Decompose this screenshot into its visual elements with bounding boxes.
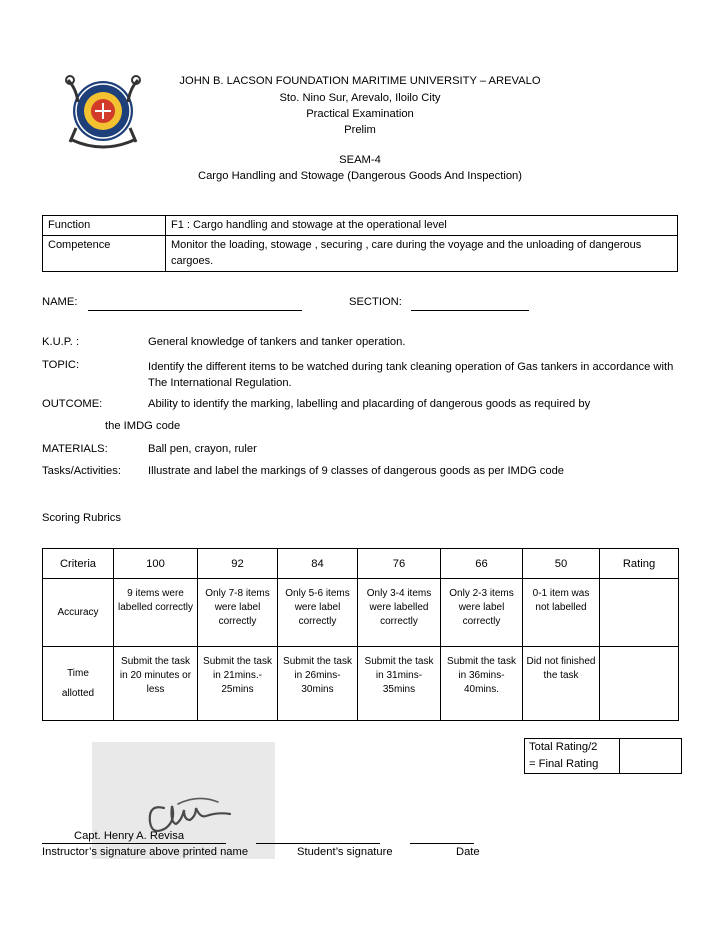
accuracy-rating-cell[interactable] [600,579,679,647]
materials-value: Ball pen, crayon, ruler [148,443,257,455]
topic-label: TOPIC: [42,359,80,371]
table-cell: Submit the task in 21mins.- 25mins [198,647,278,721]
course-title: Cargo Handling and Stowage (Dangerous Goods And Inspection) [197,170,523,182]
outcome-label: OUTCOME: [42,398,103,410]
section-label: SECTION: [349,296,402,308]
table-cell: Did not finished the task [523,647,600,721]
table-header-row [43,549,679,579]
date-caption: Date [456,846,480,858]
exam-term: Prelim [344,124,376,136]
time-label-line1: Time [67,667,89,679]
student-caption: Student’s signature [297,846,393,858]
table-cell: Submit the task in 20 minutes or less [114,647,198,721]
table-cell: Submit the task in 26mins- 30mins [278,647,358,721]
time-allotted-label [43,647,114,721]
course-code: SEAM-4 [339,154,381,166]
table-row [525,739,682,774]
competence-value: Monitor the loading, stowage , securing , care during the voyage and the unloading of dangerous cargoes. [166,236,678,272]
table-row [43,647,679,721]
name-label: NAME: [42,296,78,308]
final-rating-cell[interactable] [620,739,682,774]
table-cell: Only 7-8 items were label correctly [198,579,278,647]
total-rating-line2: = Final Rating [529,758,599,770]
time-label-line2: allotted [61,687,95,699]
exam-type: Practical Examination [306,108,414,120]
instructor-caption: Instructor’s signature above printed name [42,846,249,858]
table-cell: Submit the task in 36mins- 40mins. [441,647,523,721]
accuracy-label: Accuracy [43,579,114,647]
column-header: 66 [441,549,523,579]
kup-label: K.U.P. : [42,336,80,348]
outcome-value: Ability to identify the marking, labelling and placarding of dangerous goods as required by [148,398,591,410]
tasks-label: Tasks/Activities: [42,465,121,477]
competence-label: Competence [43,236,166,272]
table-cell: Only 2-3 items were label correctly [441,579,523,647]
tasks-value: Illustrate and label the markings of 9 classes of dangerous goods as per IMDG code [148,465,565,477]
table-row [43,579,679,647]
column-header: 50 [523,549,600,579]
outcome-continuation: the IMDG code [105,420,181,432]
name-field[interactable] [88,310,302,311]
column-header: 76 [358,549,441,579]
column-header: 92 [198,549,278,579]
function-value: F1 : Cargo handling and stowage at the operational level [166,216,678,236]
total-rating-line1: Total Rating/2 [529,741,598,753]
table-cell: Submit the task in 31mins- 35mins [358,647,441,721]
institution-name: JOHN B. LACSON FOUNDATION MARITIME UNIVERSITY – AREVALO [179,75,541,87]
instructor-signature-line [42,843,226,844]
total-rating-box [524,738,682,774]
column-header: 100 [114,549,198,579]
table-row [43,236,678,272]
instructor-printed-name: Capt. Henry A. Revisa [74,830,185,842]
column-header: Criteria [43,549,114,579]
kup-value: General knowledge of tankers and tanker operation. [148,336,406,348]
scoring-rubric-table [42,548,679,721]
section-field[interactable] [411,310,529,311]
total-rating-label [525,739,620,774]
function-competence-table [42,215,678,272]
date-line[interactable] [410,843,474,844]
table-row [43,216,678,236]
materials-label: MATERIALS: [42,443,108,455]
table-cell: 0-1 item was not labelled [523,579,600,647]
table-cell: Only 3-4 items were labelled correctly [358,579,441,647]
rubrics-title: Scoring Rubrics [42,512,121,524]
institution-address: Sto. Nino Sur, Arevalo, Iloilo City [279,92,441,104]
table-cell: 9 items were labelled correctly [114,579,198,647]
table-cell: Only 5-6 items were label correctly [278,579,358,647]
column-header: Rating [600,549,679,579]
function-label: Function [43,216,166,236]
topic-value: Identify the different items to be watched during tank cleaning operation of Gas tankers in accordance with The International Regulation. [148,361,674,389]
student-signature-line[interactable] [256,843,380,844]
time-rating-cell[interactable] [600,647,679,721]
column-header: 84 [278,549,358,579]
